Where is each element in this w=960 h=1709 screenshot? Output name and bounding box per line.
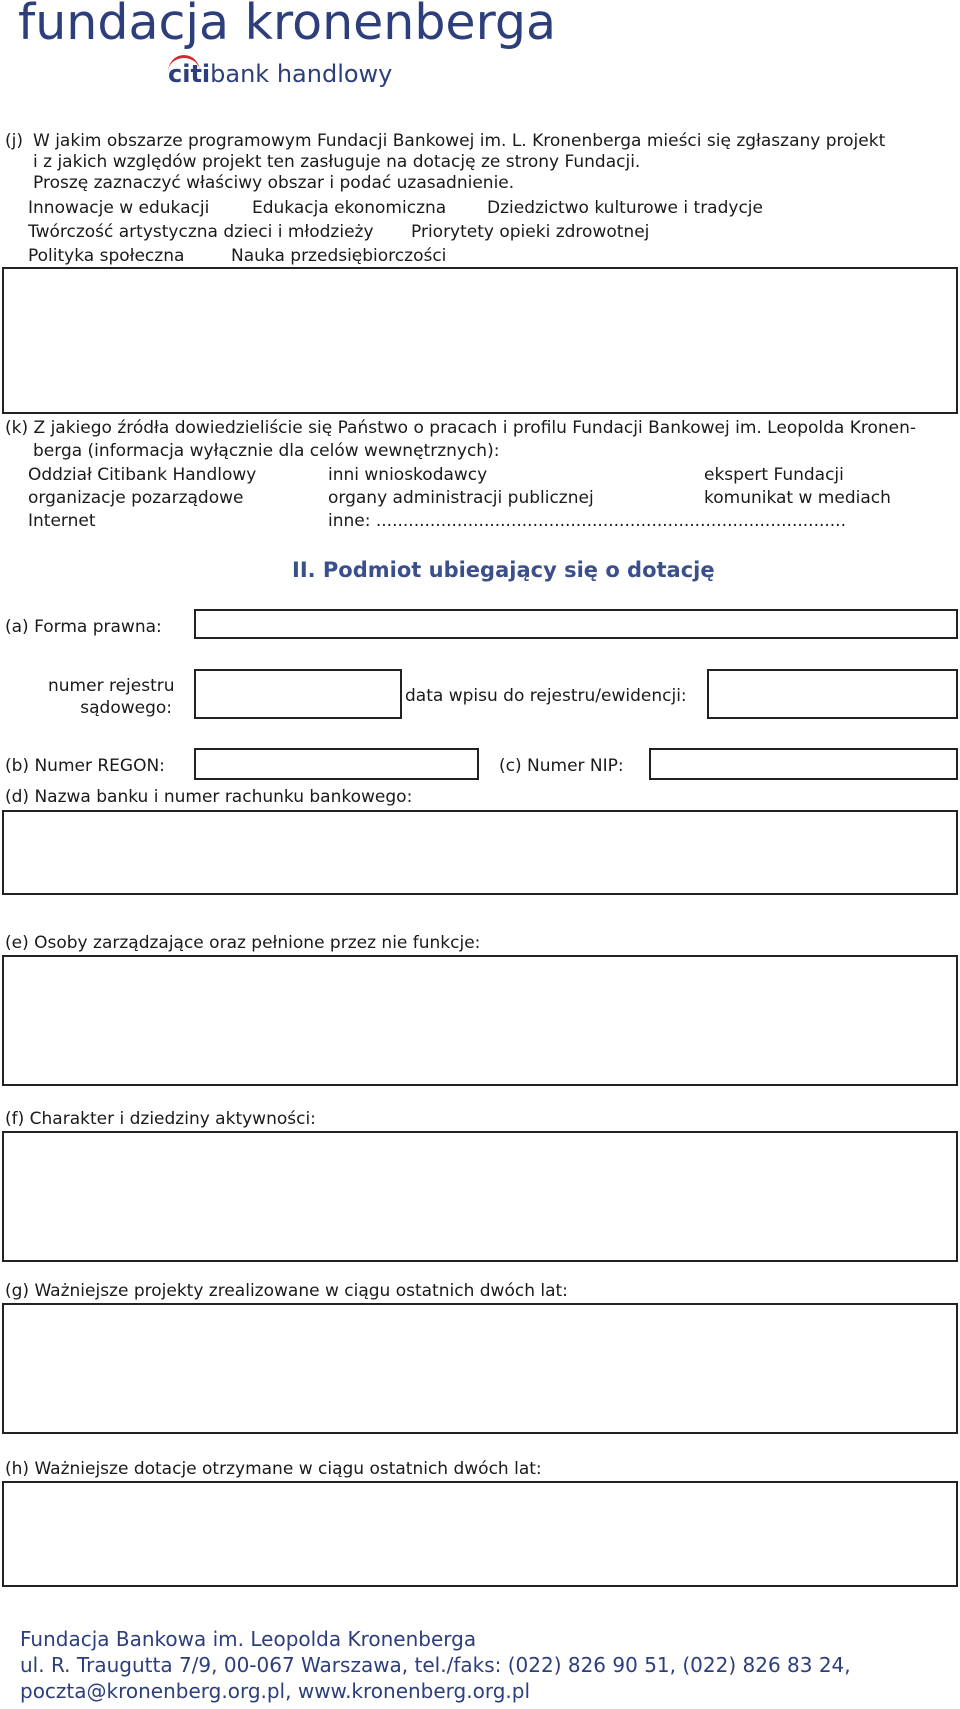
bank-account-textarea[interactable] — [2, 810, 958, 895]
registry-number-label-line1: numer rejestru — [48, 676, 175, 696]
management-textarea[interactable] — [2, 955, 958, 1086]
source-option-media[interactable]: komunikat w mediach — [704, 488, 891, 508]
section-ii-title: II. Podmiot ubiegający się o dotację — [292, 558, 715, 582]
registry-date-label: data wpisu do rejestru/ewidencji: — [405, 686, 687, 706]
regon-input[interactable] — [194, 748, 479, 780]
logo-title: fundacja kronenberga — [18, 0, 556, 51]
section-j-line2: i z jakich względów projekt ten zasługuje na dotację ze strony Fundacji. — [33, 152, 641, 172]
source-option-oddzial[interactable]: Oddział Citibank Handlowy — [28, 465, 257, 485]
logo-subtitle — [168, 60, 392, 88]
source-option-ekspert[interactable]: ekspert Fundacji — [704, 465, 844, 485]
management-label: (e) Osoby zarządzające oraz pełnione przez nie funkcje: — [5, 933, 481, 953]
source-option-organizacje[interactable]: organizacje pozarządowe — [28, 488, 244, 508]
option-tworczosc[interactable]: Twórczość artystyczna dzieci i młodzieży — [28, 222, 374, 242]
projects-textarea[interactable] — [2, 1303, 958, 1434]
source-option-internet[interactable]: Internet — [28, 511, 96, 531]
source-option-wnioskodawcy[interactable]: inni wnioskodawcy — [328, 465, 488, 485]
option-innowacje[interactable]: Innowacje w edukacji — [28, 198, 210, 218]
section-j-line3: Proszę zaznaczyć właściwy obszar i podać uzasadnienie. — [33, 173, 515, 193]
logo-citi: citi — [168, 60, 211, 88]
source-option-administracja[interactable]: organy administracji publicznej — [328, 488, 594, 508]
footer-foundation-name: Fundacja Bankowa im. Leopolda Kronenberga — [20, 1627, 477, 1651]
legal-form-input[interactable] — [194, 609, 958, 639]
legal-form-label: (a) Forma prawna: — [5, 617, 162, 637]
option-opieka-zdrowotna[interactable]: Priorytety opieki zdrowotnej — [411, 222, 650, 242]
option-nauka-przedsiebiorczosci[interactable]: Nauka przedsiębiorczości — [231, 246, 447, 266]
registry-number-label-line2: sądowego: — [80, 698, 172, 718]
grants-textarea[interactable] — [2, 1481, 958, 1587]
section-k-line2: berga (informacja wyłącznie dla celów wewnętrznych): — [33, 441, 500, 461]
registry-number-input[interactable] — [194, 669, 402, 719]
projects-label: (g) Ważniejsze projekty zrealizowane w ciągu ostatnich dwóch lat: — [5, 1281, 568, 1301]
grants-label: (h) Ważniejsze dotacje otrzymane w ciągu ostatnich dwóch lat: — [5, 1459, 542, 1479]
activity-textarea[interactable] — [2, 1131, 958, 1262]
footer-address: ul. R. Traugutta 7/9, 00-067 Warszawa, tel./faks: (022) 826 90 51, (022) 826 83 24, — [20, 1653, 851, 1677]
section-j-label: (j) — [5, 131, 23, 151]
option-dziedzictwo[interactable]: Dziedzictwo kulturowe i tradycje — [487, 198, 763, 218]
regon-label: (b) Numer REGON: — [5, 756, 165, 776]
option-edukacja-ekonomiczna[interactable]: Edukacja ekonomiczna — [252, 198, 447, 218]
nip-label: (c) Numer NIP: — [499, 756, 624, 776]
footer-contact: poczta@kronenberg.org.pl, www.kronenberg.org.pl — [20, 1679, 531, 1703]
nip-input[interactable] — [649, 748, 958, 780]
source-option-inne[interactable]: inne: ....................................................................................... — [328, 511, 846, 531]
option-polityka-spoleczna[interactable]: Polityka społeczna — [28, 246, 185, 266]
section-j-line1: W jakim obszarze programowym Fundacji Bankowej im. L. Kronenberga mieści się zgłaszany projekt — [33, 131, 886, 151]
bank-account-label: (d) Nazwa banku i numer rachunku bankowego: — [5, 787, 413, 807]
registry-date-input[interactable] — [707, 669, 958, 719]
activity-label: (f) Charakter i dziedziny aktywności: — [5, 1109, 316, 1129]
section-k-line1: (k) Z jakiego źródła dowiedzieliście się Państwo o pracach i profilu Fundacji Bankowej im. Leopolda Kronen- — [5, 418, 917, 438]
justification-textarea[interactable] — [2, 267, 958, 414]
logo-bank-handlowy: bank handlowy — [210, 60, 393, 88]
